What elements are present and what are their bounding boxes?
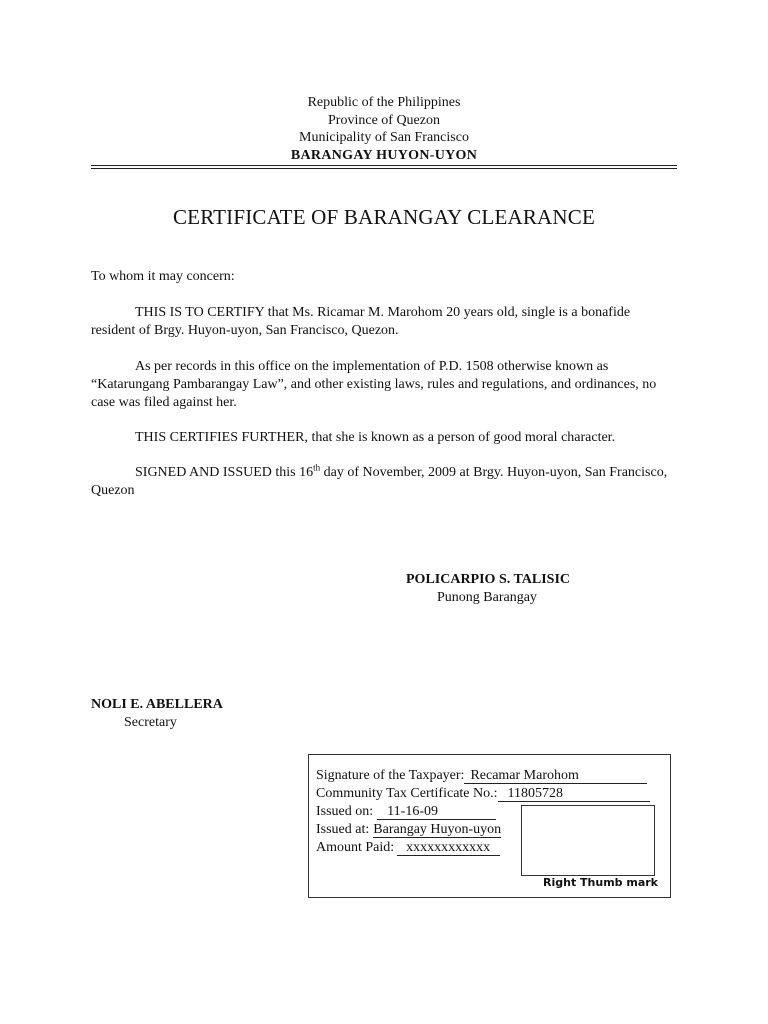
issued-on-label: Issued on: — [316, 804, 374, 819]
taxpayer-signature-row — [316, 767, 647, 785]
amount-paid-row — [316, 839, 500, 857]
right-thumb-mark-box — [521, 805, 655, 876]
secretary-position: Secretary — [124, 715, 177, 730]
punong-barangay-block — [406, 571, 570, 607]
country-line: Republic of the Philippines — [307, 95, 461, 110]
taxpayer-signature-value: Recamar Marohom — [464, 768, 647, 784]
issued-on-value: 11-16-09 — [377, 804, 496, 820]
community-tax-certificate-box — [308, 754, 671, 898]
body-paragraph-4 — [91, 464, 677, 500]
salutation: To whom it may concern: — [91, 269, 235, 284]
issued-on-row — [316, 803, 496, 821]
ctc-number-label: Community Tax Certificate No.: — [316, 786, 498, 801]
right-thumb-mark-label: Right Thumb mark — [543, 876, 658, 889]
body-paragraph-3-text: THIS CERTIFIES FURTHER, that she is known as a person of good moral character. — [135, 430, 616, 445]
amount-paid-label: Amount Paid: — [316, 840, 395, 855]
header-rule-top — [91, 165, 677, 166]
punong-barangay-position: Punong Barangay — [437, 590, 537, 605]
province-line: Province of Quezon — [328, 112, 440, 128]
body-paragraph-1-text: THIS IS TO CERTIFY that Ms. Ricamar M. Marohom 20 years old, single is a bonafide resident of Brgy. Huyon-uyon, San Francisco, Quezon. — [91, 305, 631, 338]
ordinal-suffix: th — [313, 462, 321, 473]
body-paragraph-4-text: SIGNED AND ISSUED this 16 — [135, 465, 314, 480]
issued-at-value: Barangay Huyon-uyon — [373, 822, 502, 837]
issued-at-label: Issued at: — [316, 822, 370, 837]
secretary-block — [91, 696, 223, 732]
certificate-title: CERTIFICATE OF BARANGAY CLEARANCE — [172, 205, 596, 229]
header-rule-bottom — [91, 168, 677, 169]
letterhead — [0, 94, 768, 164]
body-paragraph-3 — [91, 429, 677, 447]
ctc-number-value: 11805728 — [498, 786, 650, 802]
body-paragraph-4-rest: day of November, 2009 at Brgy. Huyon-uyon, San Francisco, Quezon — [91, 465, 668, 498]
secretary-name: NOLI E. ABELLERA — [91, 697, 223, 712]
municipality-line: Municipality of San Francisco — [299, 130, 469, 145]
issued-at-row — [316, 821, 501, 839]
barangay-line: BARANGAY HUYON-UYON — [290, 147, 478, 163]
amount-paid-value: xxxxxxxxxxxx — [397, 840, 500, 856]
body-paragraph-2-text: As per records in this office on the implementation of P.D. 1508 otherwise known as “Katarungang Pambarangay Law”, and other existing laws, rules and regulations, and ordinances, no case was filed against her. — [91, 359, 657, 410]
taxpayer-signature-label: Signature of the Taxpayer: — [316, 768, 465, 783]
body-paragraph-1 — [91, 304, 677, 340]
ctc-number-row — [316, 785, 650, 803]
punong-barangay-name: POLICARPIO S. TALISIC — [406, 572, 571, 587]
body-paragraph-2 — [91, 358, 677, 412]
